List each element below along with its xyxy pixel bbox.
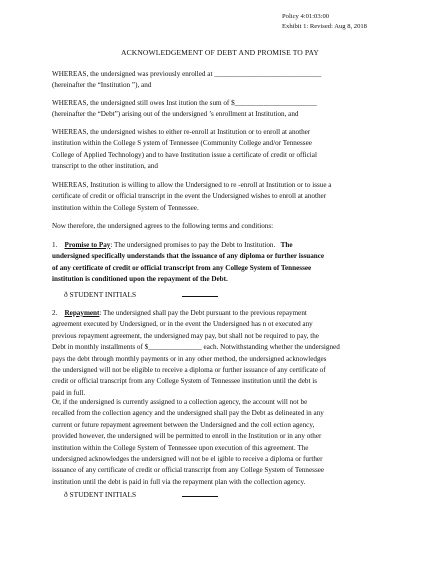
text-line: institution within the College System of Tennessee. — [52, 203, 199, 212]
item-heading: Promise to Pay — [64, 241, 111, 249]
document-title: ACKNOWLEDGEMENT OF DEBT AND PROMISE TO PAY — [120, 48, 319, 57]
text-line: certificate of credit or official transcript in the event the Undersigned wishes to enroll at another — [52, 192, 327, 201]
text-line: (hereinafter the “Debt”) arising out of the undersigned ’s enrollment at Institution, and — [52, 110, 299, 119]
item-number: 2. — [52, 309, 58, 317]
text-line: institution until the debt is paid in full via the repayment plan with the collection agency. — [52, 477, 306, 486]
paragraph-collection-agency — [52, 397, 397, 488]
text-line: credit or official transcript from any College System of Tennessee institution until the debt is — [52, 377, 317, 386]
text-line: pays the debt through monthly payments or in any other method, the undersigned acknowledges — [52, 354, 327, 363]
item-heading: Repayment — [64, 309, 100, 317]
paragraph-willing — [52, 180, 397, 214]
initials-field[interactable] — [182, 489, 218, 497]
text-line: undersigned specifically understands that the issuance of any diploma or further issuance — [52, 252, 325, 261]
text-line — [52, 308, 397, 319]
paragraph-owes — [52, 98, 397, 121]
text-line: current or future repayment agreement between the Undersigned and the coll ection agency, — [52, 420, 315, 429]
paragraph-enrolled — [52, 69, 397, 92]
text-line: the undersigned will not be eligible to receive a diploma or further issuance of any certificate of — [52, 366, 326, 375]
text-line: College of Applied Technology) and to have Institution issue a certificate of credit or official — [52, 150, 317, 159]
text-line — [52, 240, 397, 251]
text-line: issuance of any certificate of credit or official transcript from any College System of Tennessee — [52, 466, 325, 475]
item-number: 1. — [52, 241, 58, 249]
text-line: agreement executed by Undersigned, or in the event the Undersigned has n ot executed any — [52, 320, 313, 329]
text-line: previous repayment agreement, the undersigned may pay, but shall not be required to pay, the — [52, 331, 319, 340]
text-line: WHEREAS, the undersigned wishes to either re-enroll at Institution or to enroll at another — [52, 128, 311, 136]
item-bold-text: The — [280, 241, 293, 249]
text-line: Now therefore, the undersigned agrees to the following terms and conditions: — [52, 222, 274, 230]
text-line: paid in full. — [52, 388, 86, 397]
text-line: of any certificate of credit or official transcript from any College System of Tennessee — [52, 263, 312, 272]
text-line: recalled from the collection agency and the undersigned shall pay the Debt as delineated in any — [52, 409, 324, 418]
text-line: institution is conditioned upon the repayment of the Debt. — [52, 275, 228, 284]
text-line: institution within the College S ystem of Tennessee (Community College and/or Tennessee — [52, 139, 312, 148]
text-line: transcript to the other institution, and — [52, 162, 158, 171]
text-line: WHEREAS, Institution is willing to allow the Undersigned to re -enroll at Institution or to issue a — [52, 181, 332, 189]
student-initials-2 — [64, 489, 218, 499]
text-line: institution within the College System of Tennessee upon execution of this agreement. The — [52, 443, 309, 452]
item-promise-to-pay — [52, 240, 397, 286]
initials-label: ð STUDENT INITIALS — [64, 490, 137, 499]
initials-label: ð STUDENT INITIALS — [64, 290, 137, 299]
policy-number: Policy 4:01:03:00 — [282, 13, 330, 20]
text-line: provided however, the undersigned will be permitted to enroll in the Institution or in any other — [52, 432, 322, 441]
header-block — [282, 12, 367, 32]
paragraph-now-therefore — [52, 221, 397, 232]
text-line: WHEREAS, the undersigned still owes Inst itution the sum of $_______________________ — [52, 99, 317, 107]
text-line: (hereinafter the “Institution ”), and — [52, 81, 152, 90]
item-text: : The undersigned shall pay the Debt pursuant to the previous repayment — [99, 309, 307, 317]
initials-field[interactable] — [182, 289, 218, 297]
item-repayment — [52, 308, 397, 399]
paragraph-reenroll — [52, 127, 397, 173]
text-line: Or, if the undersigned is currently assigned to a collection agency, the account will not be — [52, 398, 308, 406]
text-line: Debt in monthly installments of $_______________ each. Notwithstanding whether the undersigned — [52, 343, 340, 352]
item-text: : The undersigned promises to pay the Debt to Institution. — [110, 241, 276, 249]
exhibit-revised: Exhibit 1: Revised: Aug 8, 2018 — [282, 23, 367, 30]
student-initials-1 — [64, 289, 218, 299]
text-line: undersigned acknowledges the undersigned will not be el igible to receive a diploma or further — [52, 455, 323, 464]
text-line: WHEREAS, the undersigned was previously enrolled at ______________________________ — [52, 70, 322, 78]
